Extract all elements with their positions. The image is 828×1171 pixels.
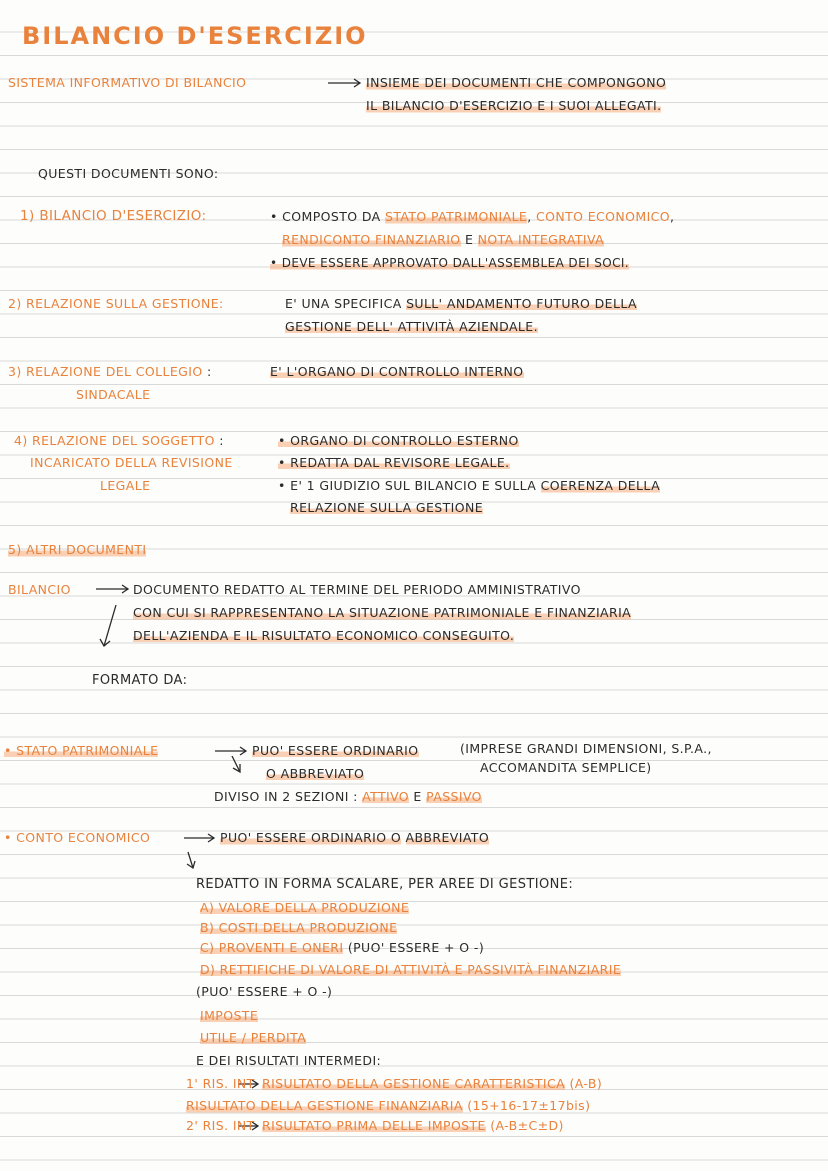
ris-gestione-finanziaria: RISULTATO DELLA GESTIONE FINANZIARIA (15+16-17±17bis) [186,1098,591,1113]
doc4-bullet-2: • REDATTA DAL REVISORE LEGALE. [278,455,510,470]
doc4-label-line-1: 4) RELAZIONE DEL SOGGETTO : [14,433,224,448]
doc1-bullet-2: • DEVE ESSERE APPROVATO DALL'ASSEMBLEA DEI SOCI. [270,256,629,270]
stato-abbreviato: O ABBREVIATO [266,766,365,781]
bilancio-def-line-3: DELL'AZIENDA E IL RISULTATO ECONOMICO CONSEGUITO. [133,628,515,643]
ris-int-2: 2' RIS. INT [186,1118,255,1133]
stato-paren-line-2: ACCOMANDITA SEMPLICE) [480,760,652,775]
conto-item-d-paren: (PUO' ESSERE + O -) [196,984,333,999]
conto-item-b: B) COSTI DELLA PRODUZIONE [200,920,398,935]
stato-puo: PUO' ESSERE ORDINARIO [252,743,419,758]
arrow-bilancio [96,585,128,646]
conto-risultati: E DEI RISULTATI INTERMEDI: [196,1053,382,1068]
conto-item-d: D) RETTIFICHE DI VALORE DI ATTIVITÀ E PASSIVITÀ FINANZIARIE [200,962,622,977]
conto-redatto: REDATTO IN FORMA SCALARE, PER AREE DI GESTIONE: [196,877,574,892]
doc3-label-line-1: 3) RELAZIONE DEL COLLEGIO : [8,364,212,379]
conto-puo: PUO' ESSERE ORDINARIO O ABBREVIATO [220,830,490,845]
ris-int-1: 1' RIS. INT [186,1076,255,1091]
doc4-label-line-3: LEGALE [100,478,151,493]
sistema-def-line-2: IL BILANCIO D'ESERCIZIO E I SUOI ALLEGATI. [366,98,662,113]
bilancio-label: BILANCIO [8,582,71,597]
doc2-line-2: GESTIONE DELL' ATTIVITÀ AZIENDALE. [285,319,538,334]
stato-diviso: DIVISO IN 2 SEZIONI : ATTIVO E PASSIVO [214,789,482,804]
stato-paren-line-1: (IMPRESE GRANDI DIMENSIONI, S.P.A., [460,741,712,756]
doc1-label: 1) BILANCIO D'ESERCIZIO: [20,208,207,224]
doc1-bullet-1-line-1: • COMPOSTO DA STATO PATRIMONIALE, CONTO ECONOMICO, [270,209,675,224]
doc3-label-line-2: SINDACALE [76,387,151,402]
doc2-line-1: E' UNA SPECIFICA SULL' ANDAMENTO FUTURO DELLA [285,296,637,311]
arrow-conto [184,834,214,868]
conto-label: • CONTO ECONOMICO [4,830,151,845]
doc4-bullet-3-line-1: • E' 1 GIUDIZIO SUL BILANCIO E SULLA COERENZA DELLA [278,478,661,493]
conto-item-c: C) PROVENTI E ONERI (PUO' ESSERE + O -) [200,940,485,955]
stato-label: • STATO PATRIMONIALE [4,743,159,758]
conto-utile: UTILE / PERDITA [200,1030,307,1045]
conto-imposte: IMPOSTE [200,1008,259,1023]
doc1-bullet-1-line-2: RENDICONTO FINANZIARIO E NOTA INTEGRATIVA [282,232,605,247]
bilancio-def-line-2: CON CUI SI RAPPRESENTANO LA SITUAZIONE PATRIMONIALE E FINANZIARIA [133,605,632,620]
formato-da: FORMATO DA: [92,673,188,688]
page-title: BILANCIO D'ESERCIZIO [22,22,368,50]
intro-text: QUESTI DOCUMENTI SONO: [38,166,219,181]
doc3-text: E' L'ORGANO DI CONTROLLO INTERNO [270,364,524,379]
doc4-bullet-1: • ORGANO DI CONTROLLO ESTERNO [278,433,519,448]
bilancio-def-line-1: DOCUMENTO REDATTO AL TERMINE DEL PERIODO AMMINISTRATIVO [133,582,581,597]
sistema-label: SISTEMA INFORMATIVO DI BILANCIO [8,75,247,90]
ris-int-1-text: RISULTATO DELLA GESTIONE CARATTERISTICA (A-B) [262,1076,603,1091]
doc2-label: 2) RELAZIONE SULLA GESTIONE: [8,296,224,311]
arrow-sistema [328,79,360,87]
arrow-stato [215,747,246,772]
doc4-bullet-3-line-2: RELAZIONE SULLA GESTIONE [290,500,484,515]
conto-item-a: A) VALORE DELLA PRODUZIONE [200,900,410,915]
doc4-label-line-2: INCARICATO DELLA REVISIONE [30,455,233,470]
ris-int-2-text: RISULTATO PRIMA DELLE IMPOSTE (A-B±C±D) [262,1118,564,1133]
sistema-def-line-1: INSIEME DEI DOCUMENTI CHE COMPONGONO [366,75,667,90]
doc5-label: 5) ALTRI DOCUMENTI [8,542,147,557]
